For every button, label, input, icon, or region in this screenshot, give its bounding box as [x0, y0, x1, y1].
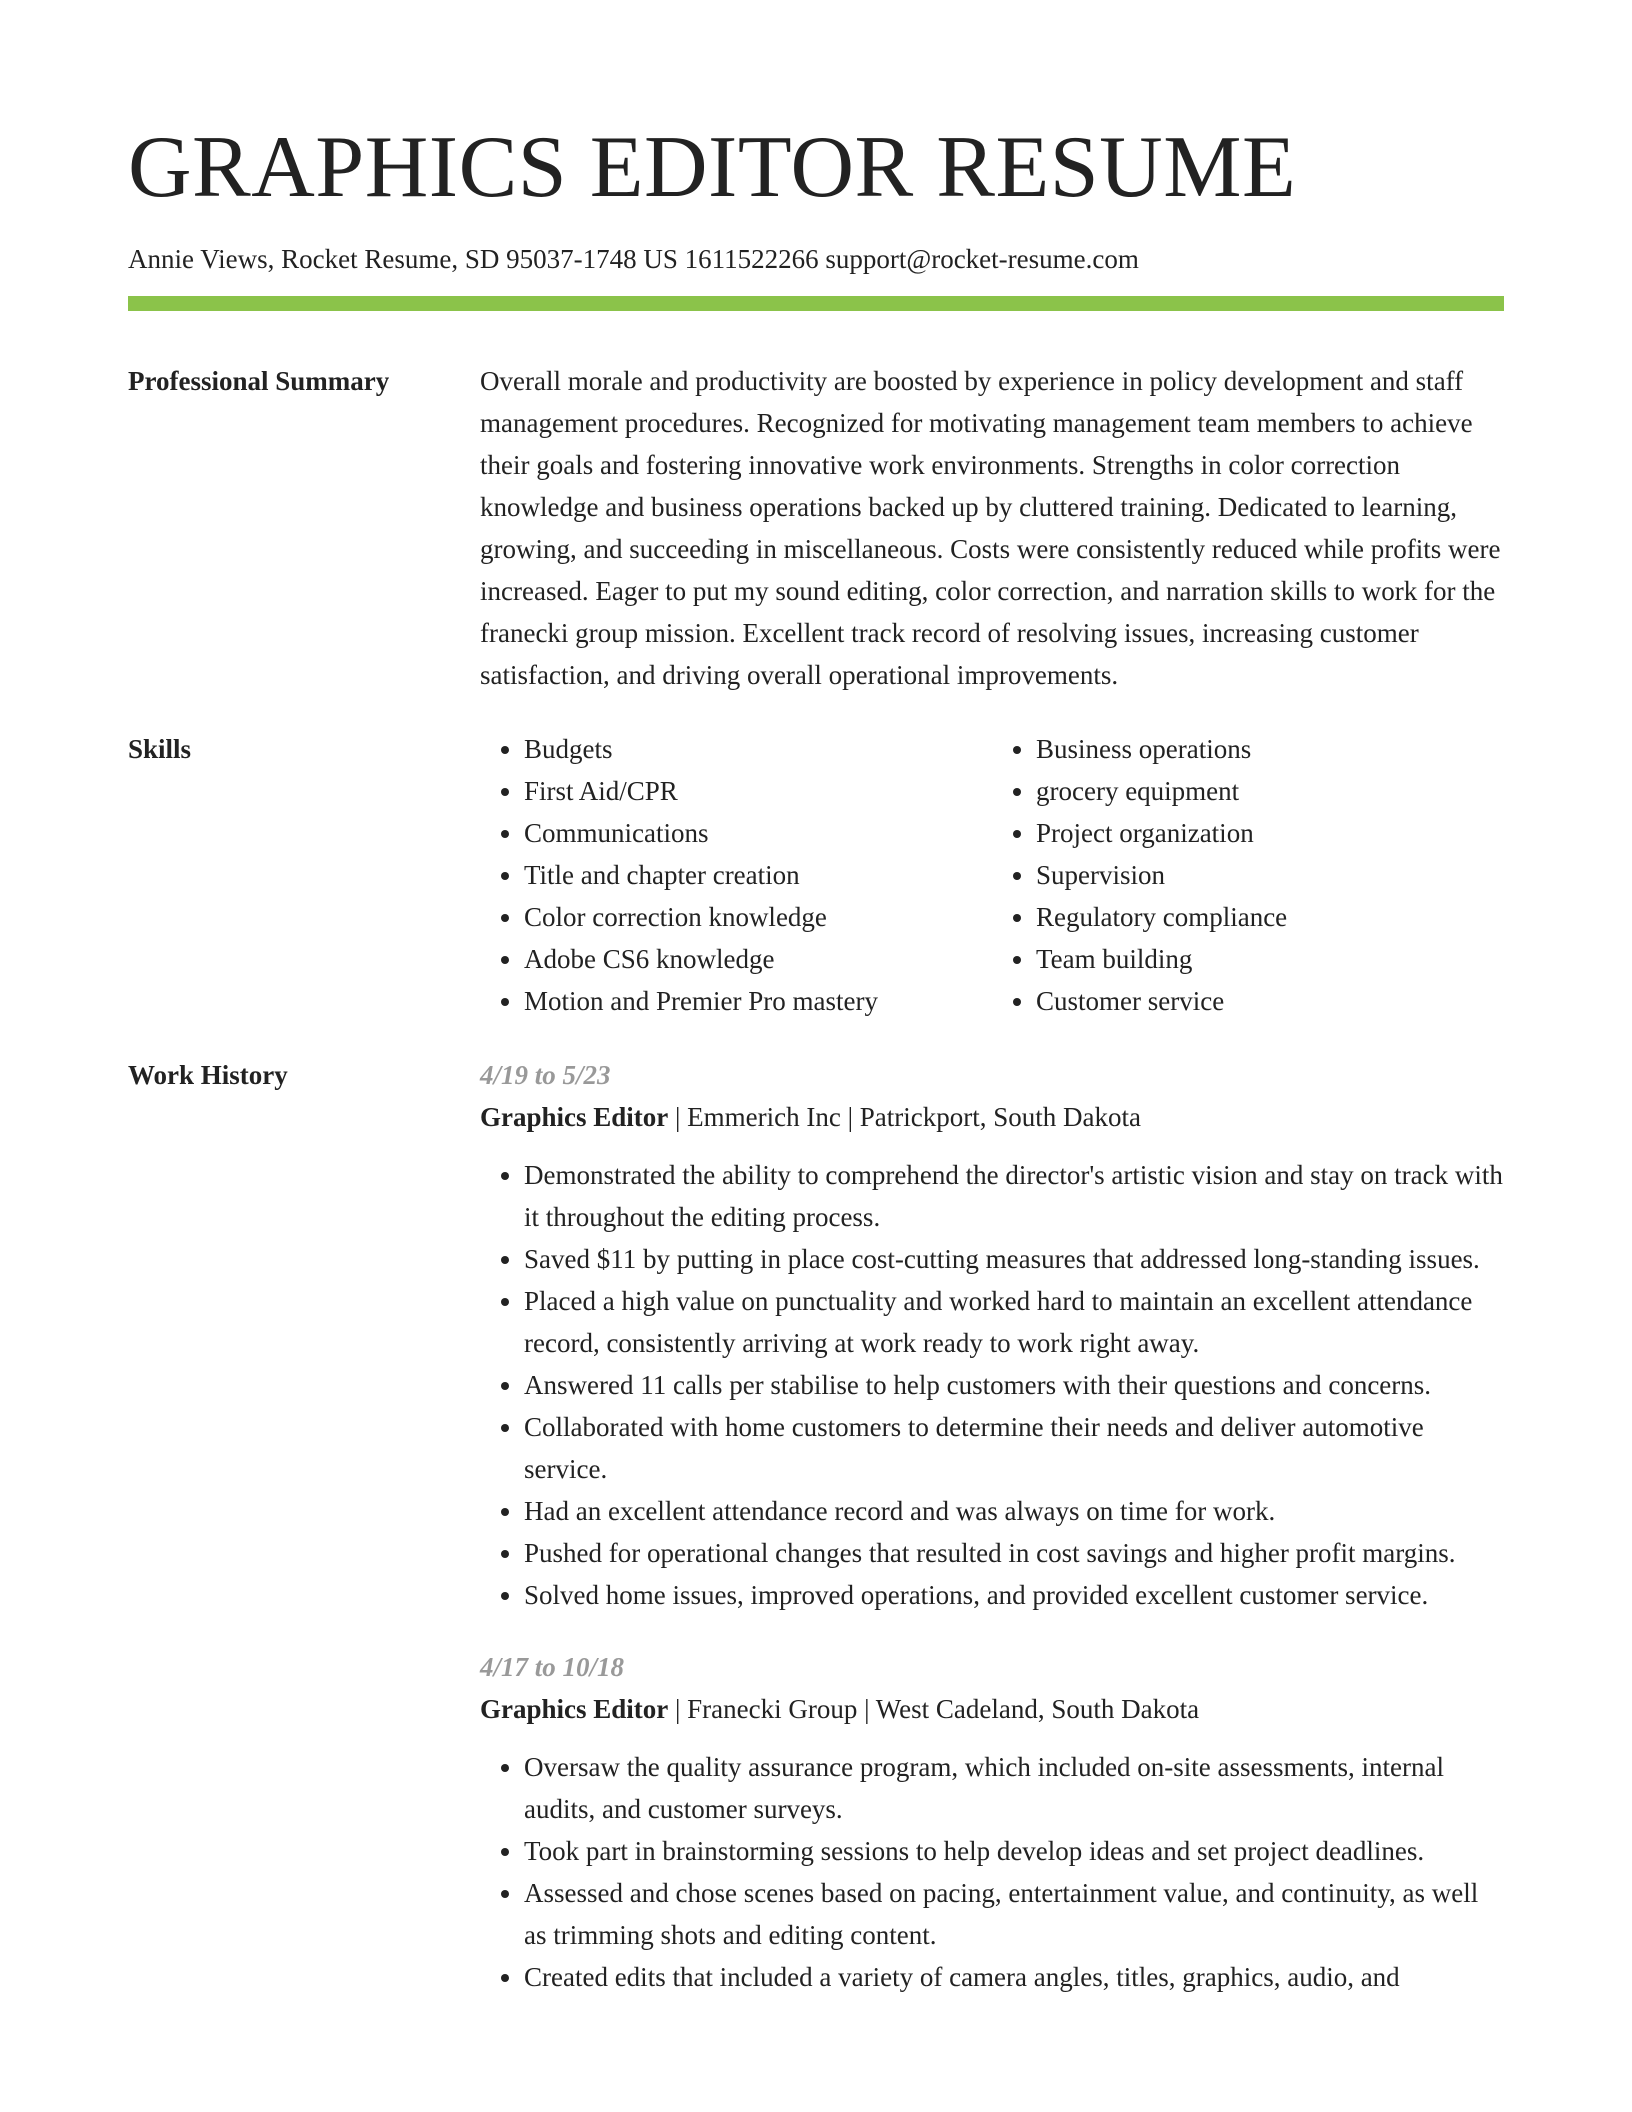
summary-body — [480, 360, 1504, 696]
skill-item: • Team building — [1036, 938, 1504, 980]
skill-item: • Regulatory compliance — [1036, 896, 1504, 938]
skill-item: • Budgets — [524, 728, 992, 770]
skill-item: • grocery equipment — [1036, 770, 1504, 812]
skill-item: • Customer service — [1036, 980, 1504, 1022]
skill-item: • Adobe CS6 knowledge — [524, 938, 992, 980]
skill-item: • First Aid/CPR — [524, 770, 992, 812]
job-bullet: • Solved home issues, improved operations, and provided excellent customer service. — [524, 1574, 1504, 1616]
skill-item: • Supervision — [1036, 854, 1504, 896]
skills-column-2 — [992, 728, 1504, 1022]
job-bullet: • Demonstrated the ability to comprehend the director's artistic vision and stay on track with it throughout the editing process. — [524, 1154, 1504, 1238]
job-title: Graphics Editor — [480, 1694, 669, 1724]
job-heading — [480, 1096, 1504, 1138]
work-history-heading: Work History — [128, 1060, 288, 1090]
summary-text: Overall morale and productivity are boosted by experience in policy development and staff management procedures. Recognized for motivating management team members to achieve their goals and fostering innovative work environments. Strengths in color correction knowledge and business operations backed up by cluttered training. Dedicated to learning, growing, and succeeding in miscellaneous. Costs were consistently reduced while profits were increased. Eager to put my sound editing, color correction, and narration skills to work for the franecki group mission. Excellent track record of resolving issues, increasing customer satisfaction, and driving overall operational improvements. — [480, 366, 1501, 690]
skills-body — [480, 728, 1504, 1022]
work-history-section — [128, 1054, 1504, 1998]
skill-item: • Title and chapter creation — [524, 854, 992, 896]
skill-item: • Project organization — [1036, 812, 1504, 854]
skills-section — [128, 728, 1504, 1022]
summary-section — [128, 360, 1504, 696]
skill-item: • Communications — [524, 812, 992, 854]
skills-column-1 — [480, 728, 992, 1022]
job-entry — [480, 1646, 1504, 1998]
job-dates: 4/17 to 10/18 — [480, 1652, 625, 1682]
job-bullets — [480, 1746, 1504, 1998]
skills-heading: Skills — [128, 734, 192, 764]
header-divider — [128, 296, 1504, 311]
job-bullet: • Collaborated with home customers to determine their needs and deliver automotive service. — [524, 1406, 1504, 1490]
job-company-location: | Emmerich Inc | Patrickport, South Dakota — [668, 1102, 1141, 1132]
page-title: GRAPHICS EDITOR RESUME — [128, 119, 1297, 216]
job-bullets — [480, 1154, 1504, 1616]
contact-line: Annie Views, Rocket Resume, SD 95037-1748 US 1611522266 support@rocket-resume.com — [128, 244, 1139, 274]
work-history-body — [480, 1054, 1504, 1998]
job-bullet: • Had an excellent attendance record and was always on time for work. — [524, 1490, 1504, 1532]
job-bullet: • Created edits that included a variety of camera angles, titles, graphics, audio, and — [524, 1956, 1504, 1998]
skill-item: • Business operations — [1036, 728, 1504, 770]
job-bullet: • Oversaw the quality assurance program, which included on-site assessments, internal audits, and customer surveys. — [524, 1746, 1504, 1830]
resume-page — [128, 0, 1504, 1998]
job-title: Graphics Editor — [480, 1102, 669, 1132]
summary-heading: Professional Summary — [128, 366, 390, 396]
job-bullet: • Answered 11 calls per stabilise to help customers with their questions and concerns. — [524, 1364, 1504, 1406]
job-bullet: • Took part in brainstorming sessions to help develop ideas and set project deadlines. — [524, 1830, 1504, 1872]
job-bullet: • Saved $11 by putting in place cost-cutting measures that addressed long-standing issues. — [524, 1238, 1504, 1280]
job-entry — [480, 1054, 1504, 1616]
skill-item: • Motion and Premier Pro mastery — [524, 980, 992, 1022]
job-bullet: • Assessed and chose scenes based on pacing, entertainment value, and continuity, as well as trimming shots and editing content. — [524, 1872, 1504, 1956]
skill-item: • Color correction knowledge — [524, 896, 992, 938]
job-bullet: • Pushed for operational changes that resulted in cost savings and higher profit margins. — [524, 1532, 1504, 1574]
job-dates: 4/19 to 5/23 — [480, 1060, 611, 1090]
job-bullet: • Placed a high value on punctuality and worked hard to maintain an excellent attendance record, consistently arriving at work ready to work right away. — [524, 1280, 1504, 1364]
job-heading — [480, 1688, 1504, 1730]
job-company-location: | Franecki Group | West Cadeland, South Dakota — [668, 1694, 1200, 1724]
